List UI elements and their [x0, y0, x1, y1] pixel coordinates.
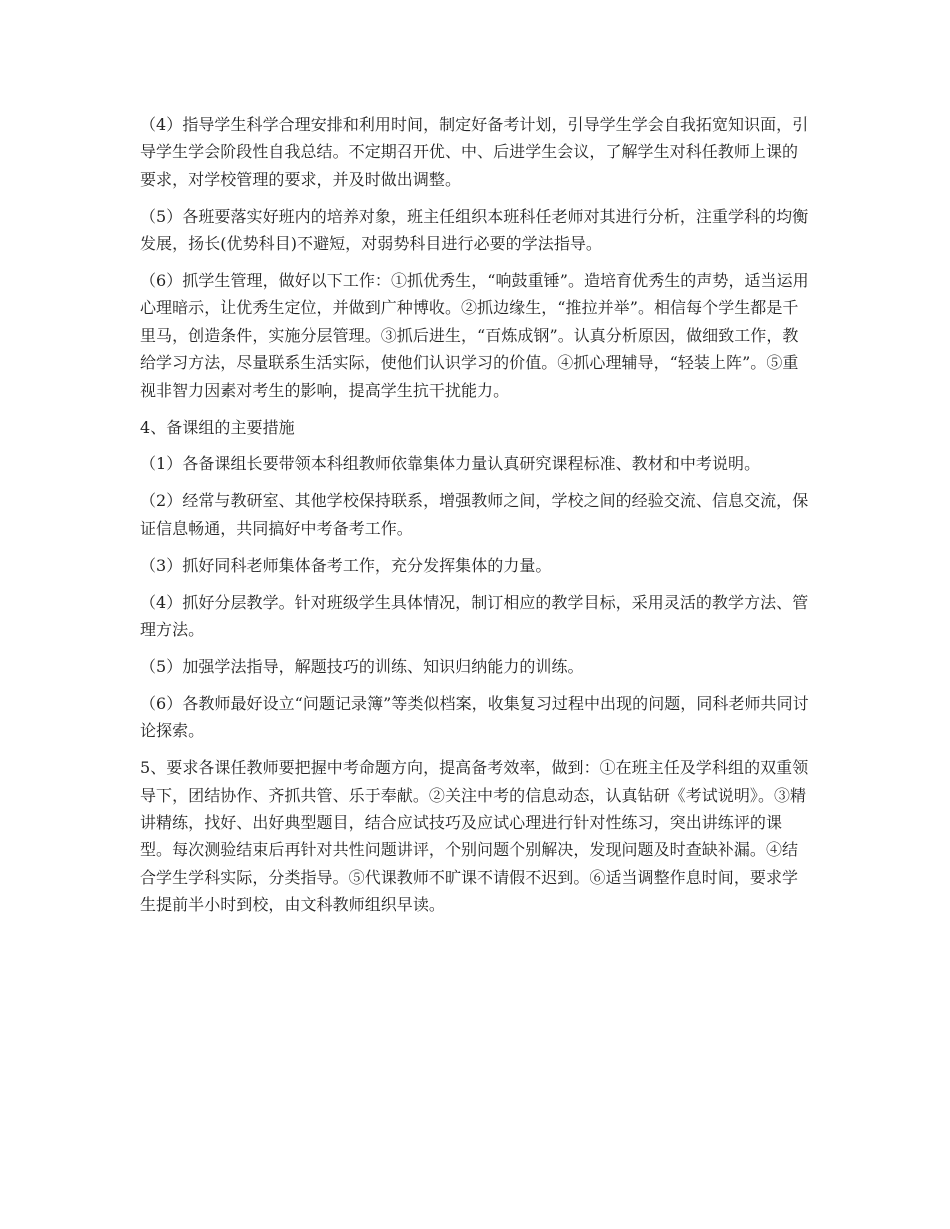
paragraph-study-curriculum: （1）各备课组长要带领本科组教师依靠集体力量认真研究课程标准、教材和中考说明。 — [140, 454, 761, 474]
paragraph-teacher-requirements: 5、要求各课任教师要把握中考命题方向，提高备考效率，做到：①在班主任及学科组的双重领导下，团结协作、齐抓共管、乐于奉献。②关注中考的信息动态，认真钻研《考试说明》。③精讲精练，找好、出好典型题目，结合应试技巧及应试心理进行针对性练习，突出讲练评的课型。每次测验结束后再针对共性问题讲评，个别问题个别解决，发现问题及时查缺补漏。④结合学生学科实际，分类指导。⑤代课教师不旷课不请假不迟到。⑥适当调整作息时间，要求学生提前半小时到校，由文科教师组织早读。 — [140, 758, 809, 915]
paragraph-collective-prep: （3）抓好同科老师集体备考工作，充分发挥集体的力量。 — [140, 555, 552, 575]
paragraph-guide-time-management: （4）指导学生科学合理安排和利用时间，制定好备考计划，引导学生学会自我拓宽知识面，引导学生学会阶段性自我总结。不定期召开优、中、后进学生会议，了解学生对科任教师上课的要求，对学校管理的要求，并及时做出调整。 — [140, 115, 809, 189]
document-page — [140, 111, 812, 928]
section-heading-lesson-prep-measures: 4、备课组的主要措施 — [140, 417, 295, 437]
paragraph-class-training-targets: （5）各班要落实好班内的培养对象，班主任组织本班科任老师对其进行分析，注重学科的均衡发展，扬长(优势科目)不避短，对弱势科目进行必要的学法指导。 — [140, 206, 809, 254]
paragraph-layered-teaching: （4）抓好分层教学。针对班级学生具体情况，制订相应的教学目标，采用灵活的教学方法、管理方法。 — [140, 592, 809, 639]
paragraph-keep-contact: （2）经常与教研室、其他学校保持联系，增强教师之间，学校之间的经验交流、信息交流，保证信息畅通，共同搞好中考备考工作。 — [140, 491, 809, 538]
paragraph-study-method-guidance: （5）加强学法指导，解题技巧的训练、知识归纳能力的训练。 — [140, 656, 584, 676]
paragraph-student-management: （6）抓学生管理，做好以下工作：①抓优秀生，“响鼓重锤”。造培育优秀生的声势，适当运用心理暗示，让优秀生定位，并做到广种博收。②抓边缘生，“推拉并举”。相信每个学生都是千里马，创造条件，实施分层管理。③抓后进生，“百炼成钢”。认真分析原因，做细致工作，教给学习方法，尽量联系生活实际，使他们认识学习的价值。④抓心理辅导，“轻装上阵”。⑤重视非智力因素对考生的影响，提高学生抗干扰能力。 — [140, 271, 809, 400]
paragraph-problem-record-book: （6）各教师最好设立“问题记录簿”等类似档案，收集复习过程中出现的问题，同科老师共同讨论探索。 — [140, 693, 809, 741]
